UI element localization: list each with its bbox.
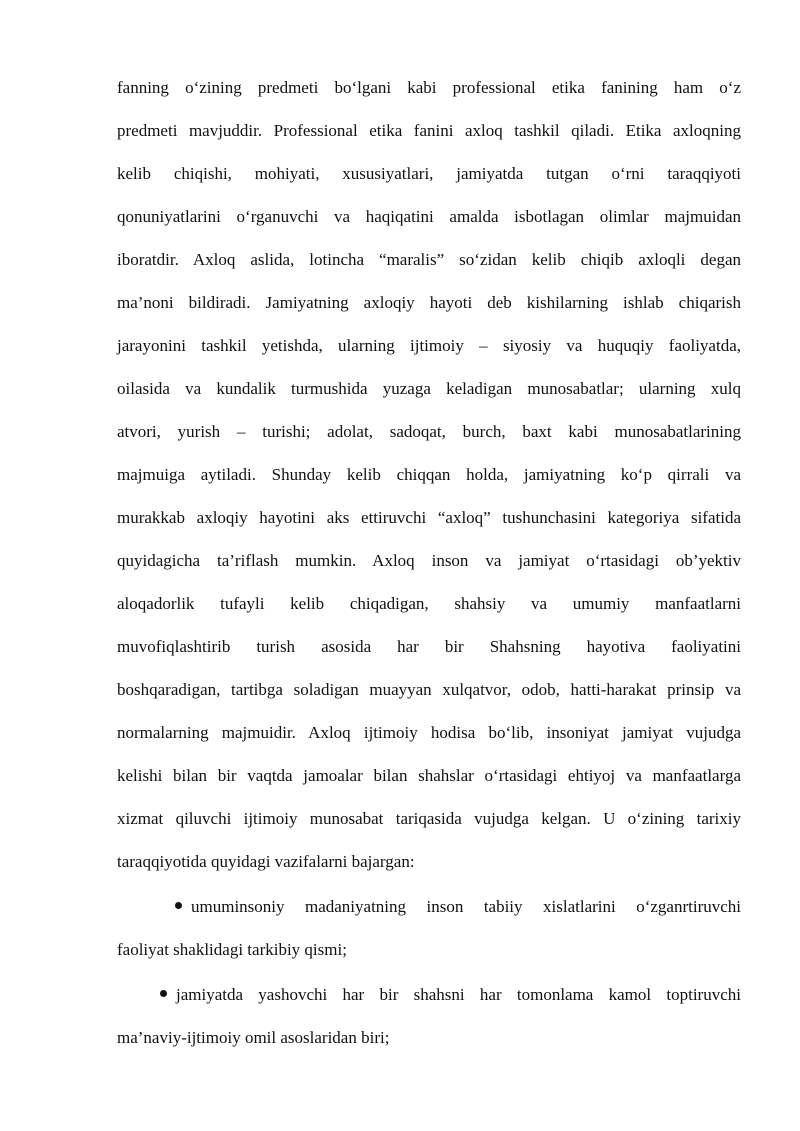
bullet-text: jamiyatda yashovchi har bir shahsni har tomonlama kamol toptiruvchi xyxy=(176,985,741,1004)
body-text-line: muvofiqlashtirib turish asosida har bir Shahsning hayotiva faoliyatini xyxy=(117,637,741,656)
body-text-line: quyidagicha ta’riflash mumkin. Axloq inson va jamiyat o‘rtasidagi ob’yektiv xyxy=(117,551,741,570)
body-text-line: normalarning majmuidir. Axloq ijtimoiy hodisa bo‘lib, insoniyat jamiyat vujudga xyxy=(117,723,741,742)
bullet-item xyxy=(160,983,741,1007)
body-text-line: murakkab axloqiy hayotini aks ettiruvchi “axloq” tushunchasini kategoriya sifatida xyxy=(117,508,741,527)
body-text-line: qonuniyatlarini o‘rganuvchi va haqiqatini amalda isbotlagan olimlar majmuidan xyxy=(117,207,741,226)
body-text-line: boshqaradigan, tartibga soladigan muayyan xulqatvor, odob, hatti-harakat prinsip va xyxy=(117,680,741,699)
bullet-continuation: ma’naviy-ijtimoiy omil asoslaridan biri; xyxy=(117,1028,390,1047)
body-text-line: kelishi bilan bir vaqtda jamoalar bilan shahslar o‘rtasidagi ehtiyoj va manfaatlarga xyxy=(117,766,741,785)
body-text-line: oilasida va kundalik turmushida yuzaga keladigan munosabatlar; ularning xulq xyxy=(117,379,741,398)
body-text-line: jarayonini tashkil yetishda, ularning ijtimoiy – siyosiy va huquqiy faoliyatda, xyxy=(117,336,741,355)
bullet-dot-icon xyxy=(175,902,182,909)
bullet-dot-icon xyxy=(160,990,167,997)
body-text-line: xizmat qiluvchi ijtimoiy munosabat tariqasida vujudga kelgan. U o‘zining tarixiy xyxy=(117,809,741,828)
body-text-line: atvori, yurish – turishi; adolat, sadoqat, burch, baxt kabi munosabatlarining xyxy=(117,422,741,441)
body-text-line: ma’noni bildiradi. Jamiyatning axloqiy hayoti deb kishilarning ishlab chiqarish xyxy=(117,293,741,312)
body-text-line: predmeti mavjuddir. Professional etika fanini axloq tashkil qiladi. Etika axloqning xyxy=(117,121,741,140)
body-text-line: iboratdir. Axloq aslida, lotincha “maralis” so‘zidan kelib chiqib axloqli degan xyxy=(117,250,741,269)
body-text-line: taraqqiyotida quyidagi vazifalarni bajargan: xyxy=(117,852,415,871)
body-text-line: fanning o‘zining predmeti bo‘lgani kabi professional etika fanining ham o‘z xyxy=(117,78,741,97)
bullet-continuation: faoliyat shaklidagi tarkibiy qismi; xyxy=(117,940,347,959)
bullet-text: umuminsoniy madaniyatning inson tabiiy xislatlarini o‘zganrtiruvchi xyxy=(191,897,741,916)
body-text-line: majmuiga aytiladi. Shunday kelib chiqqan holda, jamiyatning ko‘p qirrali va xyxy=(117,465,741,484)
bullet-item xyxy=(175,895,741,919)
body-text-line: aloqadorlik tufayli kelib chiqadigan, shahsiy va umumiy manfaatlarni xyxy=(117,594,741,613)
body-text-line: kelib chiqishi, mohiyati, xususiyatlari, jamiyatda tutgan o‘rni taraqqiyoti xyxy=(117,164,741,183)
